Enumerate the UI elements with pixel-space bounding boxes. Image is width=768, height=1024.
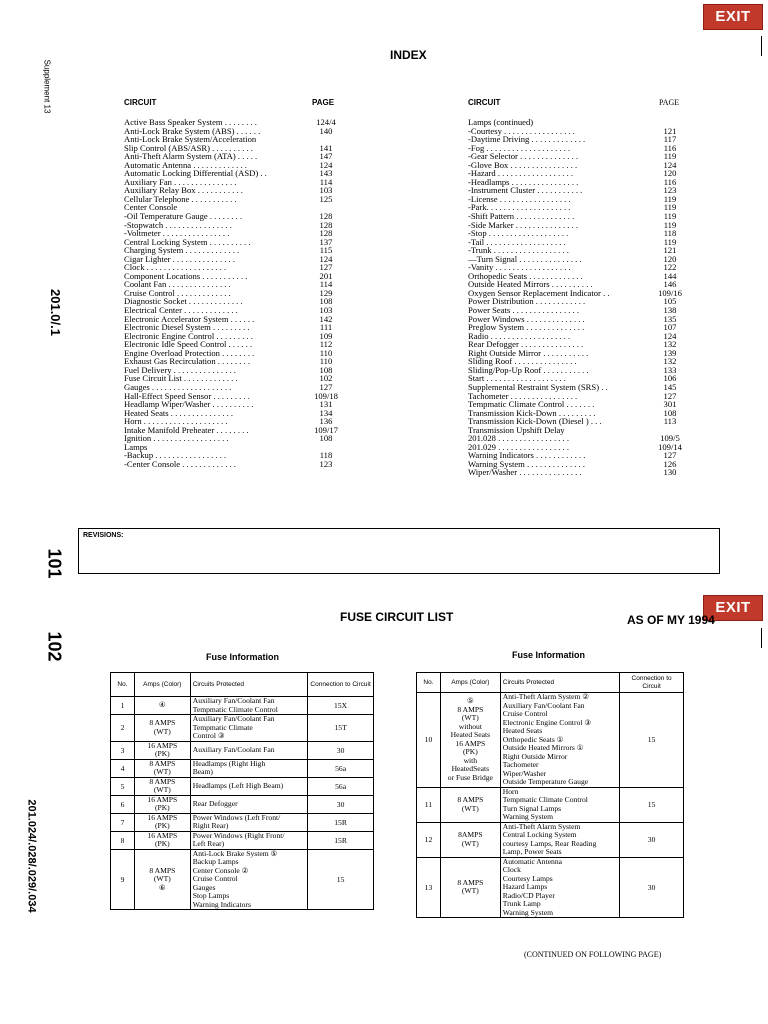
- index-entry-page: 124/4: [316, 117, 336, 127]
- index-entry-page: 124: [663, 330, 677, 341]
- page-number-101: 101: [44, 548, 65, 579]
- index-entry-page: 109/5: [660, 433, 680, 444]
- index-entry-page: 110: [319, 356, 333, 367]
- index-entry-name: Warning System . . . . . . . . . . . . . .: [468, 458, 585, 469]
- index-entry-name: Charging System . . . . . . . . . . . . .: [124, 245, 240, 256]
- index-entry-page: 119: [663, 202, 677, 213]
- index-entry-page: 109/17: [314, 424, 338, 435]
- index-entry-page: 120: [663, 168, 677, 179]
- index-entry-name: Tempmatic Climate Control . . . . . . .: [468, 399, 595, 410]
- fuse-number: 11: [417, 787, 441, 822]
- index-entry-name: Sliding/Pop-Up Roof . . . . . . . . . . .: [468, 364, 589, 375]
- table-row: [111, 741, 374, 759]
- index-entry-name: -Tail . . . . . . . . . . . . . . . . . . .: [468, 236, 566, 247]
- index-entry-name: -Voltmeter . . . . . . . . . . . . . . . .: [124, 228, 230, 239]
- index-entry-page: 128: [319, 219, 333, 230]
- fuse-circuits: Power Windows (Right Front/ Left Rear): [190, 831, 307, 849]
- fuse-connection: 15: [308, 849, 374, 910]
- fuse-connection: 56a: [308, 759, 374, 777]
- index-entry-name: Tachometer . . . . . . . . . . . . . . . .: [468, 390, 578, 401]
- fuse-amps: 16 AMPS (PK): [134, 795, 190, 813]
- index-entry-name: Intake Manifold Preheater . . . . . . . .: [124, 424, 249, 435]
- fuse-number: 8: [111, 831, 135, 849]
- index-entry-name: Orthopedic Seats . . . . . . . . . . . . .: [468, 270, 583, 281]
- index-entry-name: -Gear Selector . . . . . . . . . . . . . .: [468, 151, 579, 162]
- fuse-info-left: Fuse Information: [206, 652, 280, 662]
- index-entry-page: 125: [319, 193, 333, 204]
- index-entry-name: -Courtesy . . . . . . . . . . . . . . . . .: [468, 125, 575, 136]
- index-entry-name: -Center Console . . . . . . . . . . . . .: [124, 458, 236, 469]
- index-entry-page: 124: [319, 159, 333, 170]
- index-entry-page: 133: [663, 364, 677, 375]
- index-entry-name: -Oil Temperature Gauge . . . . . . . .: [124, 211, 243, 222]
- col-header-circuits: Circuits Protected: [500, 673, 619, 693]
- index-entry-name: Lamps (continued): [468, 117, 534, 127]
- index-entry-page: 116: [663, 176, 677, 187]
- index-entry-page: 116: [663, 142, 677, 153]
- index-entry-page: 135: [663, 313, 677, 324]
- index-entry-page: 129: [319, 287, 333, 298]
- fuse-amps: ④: [134, 697, 190, 715]
- fuse-connection: 15: [620, 693, 684, 788]
- index-entry-name: Component Locations . . . . . . . . . . .: [124, 270, 248, 281]
- index-entry-name: Transmission Kick-Down (Diesel ) . . .: [468, 416, 602, 427]
- table-row: [417, 693, 684, 788]
- index-entry-page: 147: [319, 151, 333, 162]
- index-entry-name: -Fog . . . . . . . . . . . . . . . . . . . .: [468, 142, 571, 153]
- fuse-amps: 8 AMPS (WT) ⑥: [134, 849, 190, 910]
- index-entry-page: 106: [663, 373, 677, 384]
- index-title: INDEX: [390, 48, 427, 62]
- index-entry-name: Exhaust Gas Recirculation . . . . . . . .: [124, 356, 251, 367]
- table-row: [111, 715, 374, 742]
- index-entry-name: -Stop . . . . . . . . . . . . . . . . . . .: [468, 228, 569, 239]
- index-circuit-header-right: CIRCUIT: [468, 98, 501, 107]
- index-entry-page: 119: [663, 219, 677, 230]
- index-entry-name: Radio . . . . . . . . . . . . . . . . . . .: [468, 330, 571, 341]
- index-entry-page: 131: [319, 399, 333, 410]
- index-list-left: [124, 118, 354, 468]
- index-entry-name: Cellular Telephone . . . . . . . . . . .: [124, 193, 237, 204]
- fuse-number: 9: [111, 849, 135, 910]
- index-entry-page: 108: [319, 433, 333, 444]
- index-entry-name: Slip Control (ABS/ASR) . . . . . . . . . .: [124, 142, 253, 153]
- index-entry-page: 146: [663, 279, 677, 290]
- fuse-title: FUSE CIRCUIT LIST: [340, 610, 454, 624]
- index-entry-page: 112: [319, 339, 333, 350]
- revisions-box: [78, 528, 720, 574]
- fuse-connection: 15X: [308, 697, 374, 715]
- index-entry-name: 201.029 . . . . . . . . . . . . . . . . .: [468, 441, 569, 452]
- index-entry-name: Electrical Center . . . . . . . . . . . . .: [124, 305, 238, 316]
- index-page-header-right: PAGE: [659, 98, 680, 107]
- fuse-amps: 8 AMPS (WT): [440, 857, 500, 918]
- index-entry-name: Fuel Delivery . . . . . . . . . . . . . . .: [124, 364, 236, 375]
- index-entry-name: —Turn Signal . . . . . . . . . . . . . . .: [468, 253, 582, 264]
- index-entry-page: 108: [663, 407, 677, 418]
- index-entry-page: 113: [663, 416, 677, 427]
- index-entry: [124, 460, 354, 469]
- index-entry-page: 123: [319, 458, 333, 469]
- index-entry-page: 119: [663, 193, 677, 204]
- fuse-number: 12: [417, 822, 441, 857]
- index-entry-page: 140: [319, 125, 333, 136]
- index-list-right: [468, 118, 698, 477]
- index-entry-name: -Daytime Driving . . . . . . . . . . . . .: [468, 134, 586, 145]
- index-entry-name: Coolant Fan . . . . . . . . . . . . . . .: [124, 279, 231, 290]
- index-entry-page: 137: [319, 236, 333, 247]
- fuse-number: 2: [111, 715, 135, 742]
- index-entry-name: Power Distribution . . . . . . . . . . . .: [468, 296, 586, 307]
- index-entry-page: 139: [663, 347, 677, 358]
- index-entry-page: 110: [319, 347, 333, 358]
- index-entry-name: Sliding Roof . . . . . . . . . . . . . . .: [468, 356, 577, 367]
- fuse-table-right: [416, 672, 684, 918]
- index-entry-name: Auxiliary Fan . . . . . . . . . . . . . . .: [124, 176, 237, 187]
- fuse-connection: 15: [620, 787, 684, 822]
- index-entry-page: 109/16: [658, 287, 682, 298]
- fuse-amps: 16 AMPS (PK): [134, 831, 190, 849]
- fuse-amps: 8 AMPS (WT): [134, 777, 190, 795]
- index-entry-page: 301: [663, 399, 677, 410]
- index-entry-page: 124: [319, 253, 333, 264]
- table-row: [111, 813, 374, 831]
- index-entry-name: Cruise Control . . . . . . . . . . . . .: [124, 287, 231, 298]
- fuse-circuits: Auxiliary Fan/Coolant Fan Tempmatic Climate Control: [190, 697, 307, 715]
- index-entry-name: Central Locking System . . . . . . . . . .: [124, 236, 251, 247]
- fuse-number: 7: [111, 813, 135, 831]
- fuse-number: 4: [111, 759, 135, 777]
- table-row: [111, 759, 374, 777]
- index-entry-page: 122: [663, 262, 677, 273]
- index-entry-name: Electronic Engine Control . . . . . . . . .: [124, 330, 253, 341]
- index-entry: [468, 468, 698, 477]
- index-entry-page: 103: [319, 305, 333, 316]
- page-number-102: 102: [44, 631, 65, 662]
- index-entry-page: 123: [663, 185, 677, 196]
- index-entry-name: Gauges . . . . . . . . . . . . . . . . . . .: [124, 381, 232, 392]
- index-entry-page: 130: [663, 467, 677, 478]
- fuse-connection: 30: [308, 795, 374, 813]
- index-entry-name: -Trunk . . . . . . . . . . . . . . . . . .: [468, 245, 569, 256]
- fuse-connection: 30: [620, 822, 684, 857]
- index-entry-name: Lamps: [124, 441, 148, 452]
- index-circuit-header-left: CIRCUIT: [124, 98, 157, 107]
- index-entry-page: 115: [319, 245, 333, 256]
- fuse-number: 10: [417, 693, 441, 788]
- as-of-label: AS OF MY 1994: [627, 613, 715, 627]
- index-entry-page: 120: [663, 253, 677, 264]
- index-entry-page: 107: [663, 322, 677, 333]
- index-entry-name: -Glove Box . . . . . . . . . . . . . . . .: [468, 159, 578, 170]
- exit-button-bottom[interactable]: EXIT: [703, 595, 763, 621]
- index-entry-name: Fuse Circuit List . . . . . . . . . . . . .: [124, 373, 238, 384]
- index-entry-name: Cigar Lighter . . . . . . . . . . . . . . .: [124, 253, 235, 264]
- index-entry-page: 126: [663, 458, 677, 469]
- fuse-number: 5: [111, 777, 135, 795]
- index-entry-name: -Hazard . . . . . . . . . . . . . . . . . .: [468, 168, 574, 179]
- index-entry-page: 145: [663, 381, 677, 392]
- index-entry-page: 118: [319, 450, 333, 461]
- index-entry-name: Power Seats . . . . . . . . . . . . . . . .: [468, 305, 579, 316]
- index-entry-name: Ignition . . . . . . . . . . . . . . . . . .: [124, 433, 229, 444]
- index-entry-name: Outside Heated Mirrors . . . . . . . . . .: [468, 279, 593, 290]
- index-entry-page: 117: [663, 134, 677, 145]
- index-entry-page: 138: [663, 305, 677, 316]
- index-entry-name: -Shift Pattern . . . . . . . . . . . . . .: [468, 211, 575, 222]
- fuse-circuits: Rear Defogger: [190, 795, 307, 813]
- fuse-number: 6: [111, 795, 135, 813]
- index-entry-page: 143: [319, 168, 333, 179]
- index-entry-name: Electronic Idle Speed Control . . . . . .: [124, 339, 253, 350]
- table-row: [417, 787, 684, 822]
- index-entry-name: -Side Marker . . . . . . . . . . . . . . .: [468, 219, 579, 230]
- fuse-amps: 16 AMPS (PK): [134, 813, 190, 831]
- table-row: [417, 857, 684, 918]
- col-header-circuits: Circuits Protected: [190, 673, 307, 697]
- fuse-amps: 8AMPS (WT): [440, 822, 500, 857]
- index-page-header-left: PAGE: [312, 98, 335, 107]
- index-entry-name: Electronic Diesel System . . . . . . . . .: [124, 322, 250, 333]
- fuse-connection: 15R: [308, 831, 374, 849]
- table-row: [111, 849, 374, 910]
- fuse-circuits: Headlamps (Right High Beam): [190, 759, 307, 777]
- index-entry-name: Hall-Effect Speed Sensor . . . . . . . . .: [124, 390, 250, 401]
- index-entry-name: Rear Defogger . . . . . . . . . . . . . . .: [468, 339, 584, 350]
- index-entry-name: Heated Seats . . . . . . . . . . . . . . .: [124, 407, 234, 418]
- index-entry-name: Right Outside Mirror . . . . . . . . . . .: [468, 347, 589, 358]
- index-entry-page: 109: [319, 330, 333, 341]
- fuse-circuits: Power Windows (Left Front/ Right Rear): [190, 813, 307, 831]
- fuse-connection: 15T: [308, 715, 374, 742]
- index-entry-page: 201: [319, 270, 333, 281]
- index-entry-name: -Headlamps . . . . . . . . . . . . . . . .: [468, 176, 579, 187]
- index-entry-name: Wiper/Washer . . . . . . . . . . . . . . .: [468, 467, 582, 478]
- fuse-circuits: Auxiliary Fan/Coolant Fan Tempmatic Climate Control ③: [190, 715, 307, 742]
- fuse-connection: 56a: [308, 777, 374, 795]
- fuse-amps: ⑤ 8 AMPS (WT) without Heated Seats 16 AMPS (PK) with HeatedSeats or Fuse Bridge: [440, 693, 500, 788]
- index-entry-name: -Backup . . . . . . . . . . . . . . . . .: [124, 450, 227, 461]
- index-entry-page: 105: [663, 296, 677, 307]
- index-entry-page: 127: [319, 262, 333, 273]
- index-entry-page: 144: [663, 270, 677, 281]
- index-entry-name: Center Console: [124, 202, 178, 213]
- fuse-connection: 30: [308, 741, 374, 759]
- model-label-top: 201.0/.1: [48, 289, 63, 336]
- fuse-connection: 15R: [308, 813, 374, 831]
- fuse-table-left: [110, 672, 374, 910]
- index-entry-name: Transmission Kick-Down . . . . . . . . .: [468, 407, 596, 418]
- index-entry-name: Diagnostic Socket . . . . . . . . . . . . .: [124, 296, 243, 307]
- index-entry-page: 142: [319, 313, 333, 324]
- fuse-amps: 8 AMPS (WT): [440, 787, 500, 822]
- table-row: [111, 831, 374, 849]
- index-entry-name: -Vanity . . . . . . . . . . . . . . . . . .: [468, 262, 571, 273]
- index-entry-name: Auxiliary Relay Box . . . . . . . . . . .: [124, 185, 243, 196]
- fuse-connection: 30: [620, 857, 684, 918]
- fuse-circuits: Headlamps (Left High Beam): [190, 777, 307, 795]
- index-entry-name: Warning Indicators . . . . . . . . . . . .: [468, 450, 586, 461]
- index-entry-name: Headlamp Wiper/Washer . . . . . . . . . .: [124, 399, 254, 410]
- index-entry-page: 114: [319, 176, 333, 187]
- index-entry-name: Clock . . . . . . . . . . . . . . . . . . .: [124, 262, 227, 273]
- fuse-circuits: Horn Tempmatic Climate Control Turn Signal Lamps Warning System: [500, 787, 619, 822]
- index-entry-page: 119: [663, 151, 677, 162]
- index-entry-page: 119: [663, 236, 677, 247]
- revisions-label: REVISIONS:: [83, 532, 124, 539]
- index-entry-name: Start . . . . . . . . . . . . . . . . . . .: [468, 373, 566, 384]
- fuse-circuits: Anti-Theft Alarm System Central Locking System courtesy Lamps, Rear Reading Lamp, Power Seats: [500, 822, 619, 857]
- fuse-info-right: Fuse Information: [512, 650, 586, 660]
- index-entry-page: 108: [319, 296, 333, 307]
- index-entry-name: Automatic Locking Differential (ASD) . .: [124, 168, 267, 179]
- index-entry-page: 127: [663, 450, 677, 461]
- model-label-bottom: 201.024/.028/.029/.034: [25, 799, 38, 913]
- col-header-amps: Amps (Color): [134, 673, 190, 697]
- index-entry-page: 109/18: [314, 390, 338, 401]
- table-row: [111, 777, 374, 795]
- index-entry-page: 127: [663, 390, 677, 401]
- col-header-no: No.: [111, 673, 135, 697]
- index-entry-name: Horn . . . . . . . . . . . . . . . . . . . .: [124, 416, 228, 427]
- fuse-amps: 8 AMPS (WT): [134, 715, 190, 742]
- index-entry-name: -Instrument Cluster . . . . . . . . . . .: [468, 185, 583, 196]
- index-entry-page: 141: [319, 142, 333, 153]
- index-entry-page: 121: [663, 245, 677, 256]
- col-header-connection: Connection to Circuit: [308, 673, 374, 697]
- index-entry-name: Anti-Lock Brake System/Acceleration: [124, 134, 257, 145]
- index-entry-page: 136: [319, 416, 333, 427]
- index-entry-page: 111: [319, 322, 333, 333]
- table-row: [111, 697, 374, 715]
- col-header-amps: Amps (Color): [440, 673, 500, 693]
- index-entry-name: Anti-Lock Brake System (ABS) . . . . . .: [124, 125, 261, 136]
- index-entry-name: Transmission Upshift Delay: [468, 424, 565, 435]
- fuse-number: 1: [111, 697, 135, 715]
- index-entry-name: Automatic Antenna . . . . . . . . . . . . .: [124, 159, 247, 170]
- fuse-circuits: Anti-Theft Alarm System ② Auxiliary Fan/Coolant Fan Cruise Control Electronic Engine Control ③ Heated Seats Orthopedic Seats ① Outside Heated Mirrors ① Right Outside Mirror Tachometer Wiper/Washer Outside Temperature Gauge: [500, 693, 619, 788]
- index-entry-name: Electronic Accelerator System . . . . . .: [124, 313, 255, 324]
- index-entry-name: Active Bass Speaker System . . . . . . . .: [124, 117, 257, 127]
- index-entry-page: 121: [663, 125, 677, 136]
- index-entry-name: -Stopwatch . . . . . . . . . . . . . . . .: [124, 219, 232, 230]
- index-entry-page: 128: [319, 228, 333, 239]
- fuse-number: 13: [417, 857, 441, 918]
- fuse-circuits: Automatic Antenna Clock Courtesy Lamps Hazard Lamps Radio/CD Player Trunk Lamp Warning System: [500, 857, 619, 918]
- supplement-label: Supplement 13: [42, 59, 52, 114]
- index-entry-page: 108: [319, 364, 333, 375]
- index-entry-name: Engine Overload Protection . . . . . . . .: [124, 347, 255, 358]
- fuse-circuits: Auxiliary Fan/Coolant Fan: [190, 741, 307, 759]
- index-entry-name: -Park. . . . . . . . . . . . . . . . . . . .: [468, 202, 571, 213]
- exit-button-top[interactable]: EXIT: [703, 4, 763, 30]
- index-entry-name: Supplemental Restraint System (SRS) . .: [468, 381, 608, 392]
- continued-note: (CONTINUED ON FOLLOWING PAGE): [524, 950, 662, 959]
- index-entry-name: 201.028 . . . . . . . . . . . . . . . . .: [468, 433, 569, 444]
- index-entry-page: 128: [319, 211, 333, 222]
- index-entry-page: 134: [319, 407, 333, 418]
- col-header-connection: Connection to Circuit: [620, 673, 684, 693]
- fuse-number: 3: [111, 741, 135, 759]
- col-header-no: No.: [417, 673, 441, 693]
- index-entry-page: 102: [319, 373, 333, 384]
- index-entry-name: Power Windows . . . . . . . . . . . . . .: [468, 313, 585, 324]
- table-row: [417, 822, 684, 857]
- fuse-amps: 16 AMPS (PK): [134, 741, 190, 759]
- index-entry-page: 118: [663, 228, 677, 239]
- fuse-circuits: Anti-Lock Brake System ⑤ Backup Lamps Center Console ② Cruise Control Gauges Stop Lamps Warning Indicators: [190, 849, 307, 910]
- index-entry-page: 132: [663, 339, 677, 350]
- index-entry: [124, 434, 354, 443]
- index-entry-page: 103: [319, 185, 333, 196]
- index-entry-name: -License . . . . . . . . . . . . . . . . .: [468, 193, 571, 204]
- index-entry-name: Preglow System . . . . . . . . . . . . . .: [468, 322, 585, 333]
- index-entry-page: 132: [663, 356, 677, 367]
- index-entry-name: Anti-Theft Alarm System (ATA) . . . . .: [124, 151, 258, 162]
- index-entry-name: Oxygen Sensor Replacement Indicator . .: [468, 287, 610, 298]
- table-row: [111, 795, 374, 813]
- index-entry-page: 124: [663, 159, 677, 170]
- index-entry-page: 109/14: [658, 441, 682, 452]
- index-entry-page: 119: [663, 211, 677, 222]
- index-entry-page: 114: [319, 279, 333, 290]
- fuse-amps: 8 AMPS (WT): [134, 759, 190, 777]
- index-entry-page: 127: [319, 381, 333, 392]
